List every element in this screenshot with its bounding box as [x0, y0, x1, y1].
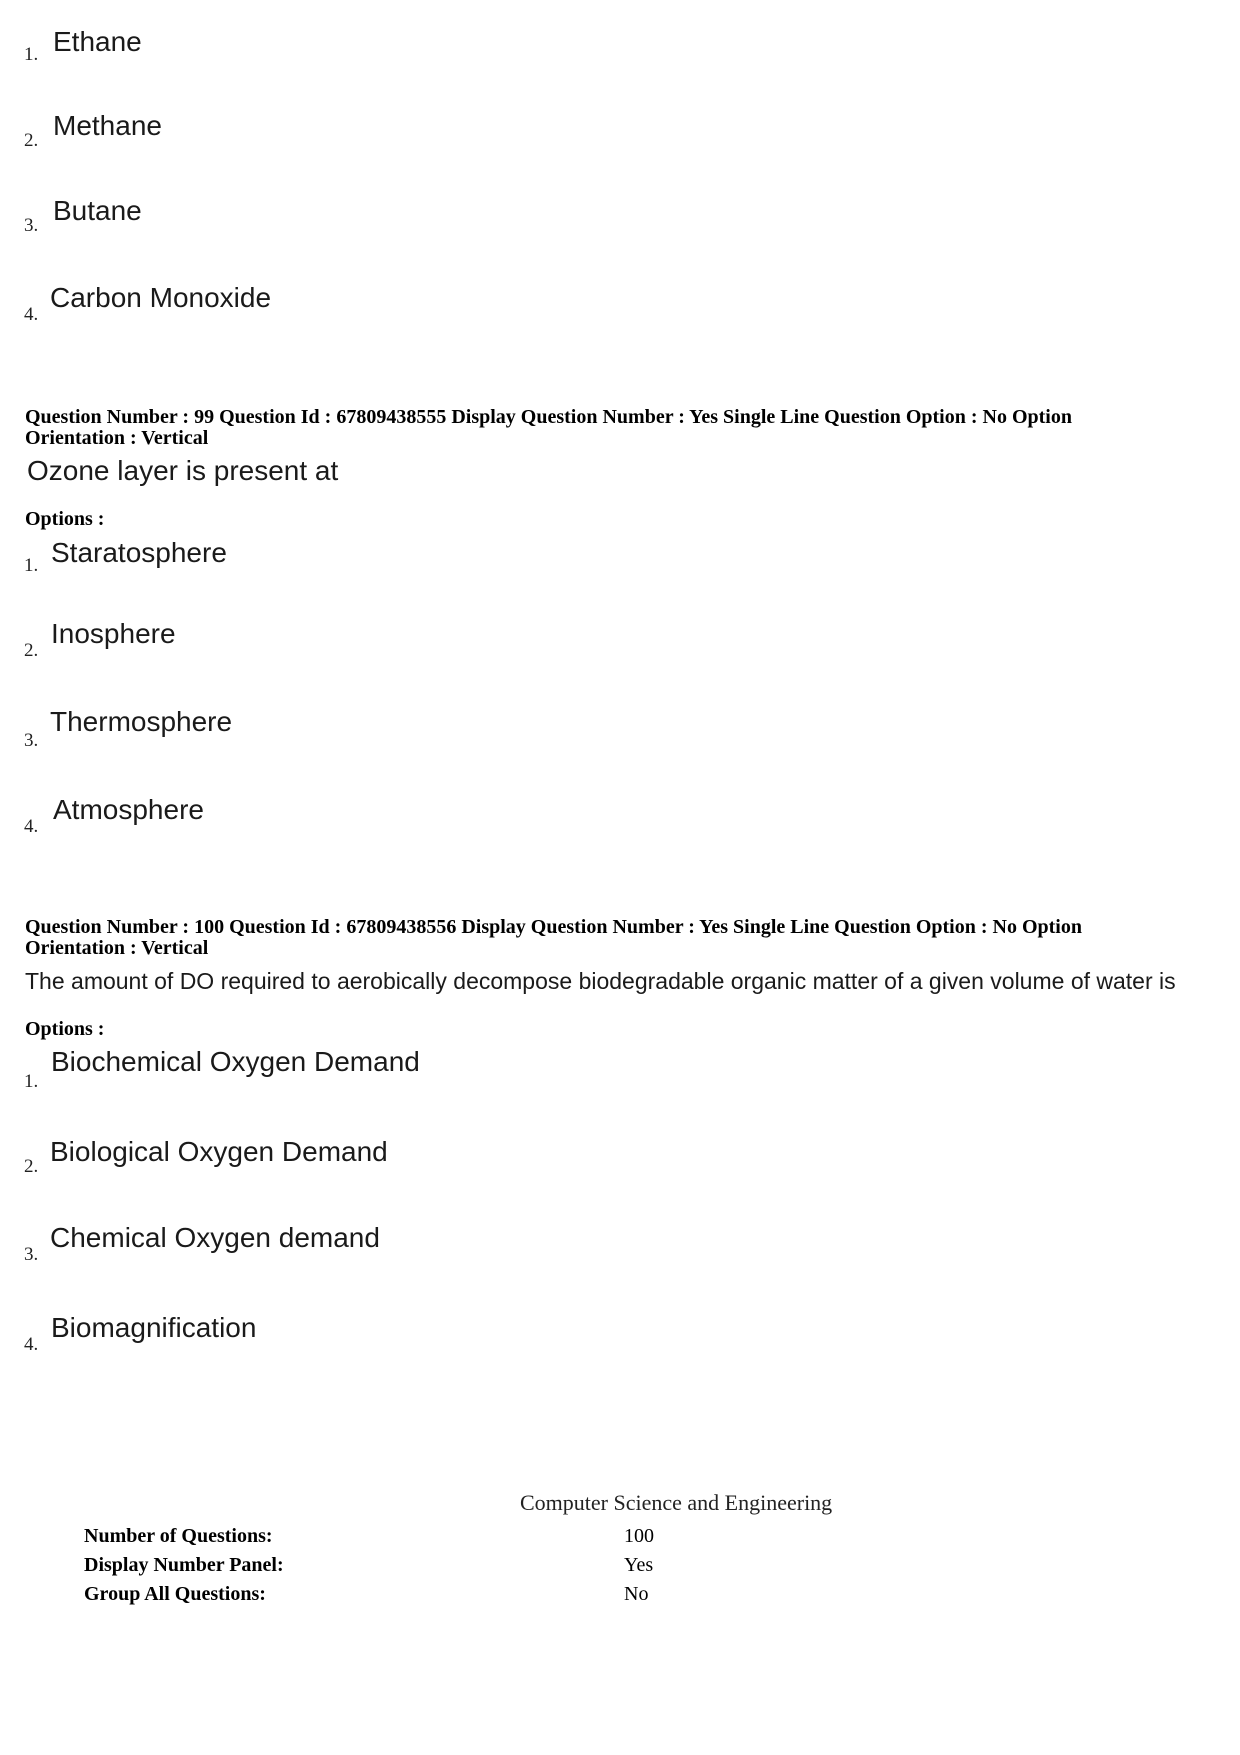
option-number: 2. [24, 130, 39, 151]
option-text: Methane [53, 110, 162, 141]
option-text: Butane [53, 195, 142, 226]
row-value: Yes [624, 1554, 654, 1576]
row-label: Display Number Panel: [84, 1554, 284, 1576]
option-text: Carbon Monoxide [50, 282, 272, 313]
q99-options-label: Options : [25, 508, 105, 530]
option-number: 2. [24, 1156, 39, 1177]
option-text: Atmosphere [53, 794, 204, 825]
option-text: Biochemical Oxygen Demand [51, 1046, 420, 1077]
option-text: Chemical Oxygen demand [50, 1222, 380, 1253]
q100-question-stem: The amount of DO required to aerobically decompose biodegradable organic matter of a given volume of water is [25, 968, 1176, 994]
option-text: Biological Oxygen Demand [50, 1136, 388, 1167]
q100-meta [25, 917, 1215, 959]
row-label: Group All Questions: [84, 1583, 266, 1605]
q99-question-stem: Ozone layer is present at [27, 455, 339, 486]
option-number: 2. [24, 640, 39, 661]
option-number: 4. [24, 304, 39, 325]
option-number: 1. [24, 44, 39, 65]
q99-meta-line-1: Question Number : 99 Question Id : 67809438555 Display Question Number : Yes Single Line Question Option : No Option [25, 406, 1072, 428]
option-text: Staratosphere [51, 537, 227, 568]
option-number: 3. [24, 1244, 39, 1265]
option-text: Ethane [53, 26, 142, 57]
option-text: Thermosphere [50, 706, 233, 737]
q99-meta-line-2: Orientation : Vertical [25, 427, 209, 449]
row-value: No [624, 1583, 649, 1605]
row-label: Number of Questions: [84, 1525, 273, 1547]
section-title: Computer Science and Engineering [520, 1490, 833, 1515]
q100-meta-line-1: Question Number : 100 Question Id : 67809438556 Display Question Number : Yes Single Line Question Option : No Option [25, 916, 1082, 938]
row-value: 100 [624, 1525, 654, 1547]
option-text: Inosphere [51, 618, 176, 649]
q100-options-label: Options : [25, 1018, 105, 1040]
option-number: 4. [24, 1334, 39, 1355]
option-number: 4. [24, 816, 39, 837]
q99-meta [25, 407, 1215, 449]
option-number: 3. [24, 215, 39, 236]
option-number: 3. [24, 730, 39, 751]
option-number: 1. [24, 555, 39, 576]
q100-meta-line-2: Orientation : Vertical [25, 937, 209, 959]
option-number: 1. [24, 1071, 39, 1092]
option-text: Biomagnification [51, 1312, 257, 1343]
